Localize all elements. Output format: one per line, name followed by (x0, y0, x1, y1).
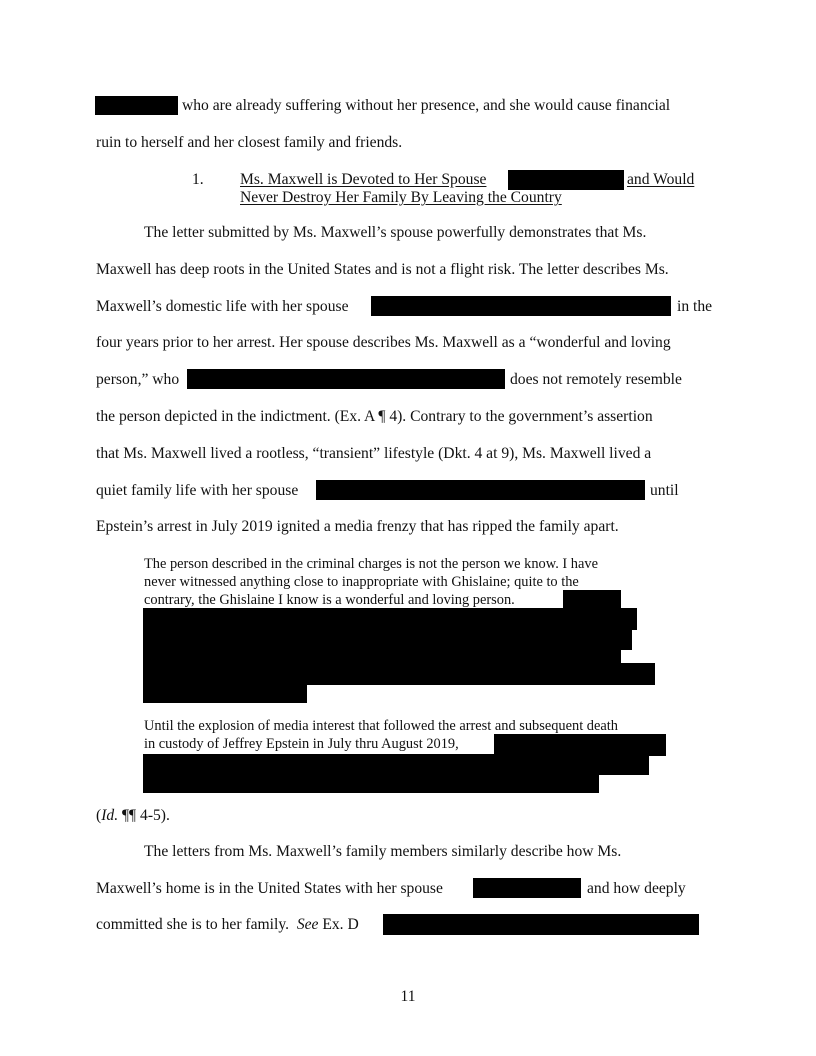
redaction-block (143, 754, 649, 775)
redaction-block (371, 296, 671, 316)
heading-line: and Would (627, 171, 695, 188)
body-line: The letters from Ms. Maxwell’s family members similarly describe how Ms. (144, 843, 622, 860)
redaction-block (473, 878, 581, 898)
heading-line: Never Destroy Her Family By Leaving the Country (240, 189, 562, 206)
quote-line: Until the explosion of media interest that followed the arrest and subsequent death (144, 718, 618, 734)
body-line: who are already suffering without her presence, and she would cause financial (182, 97, 671, 114)
body-line: that Ms. Maxwell lived a rootless, “transient” lifestyle (Dkt. 4 at 9), Ms. Maxwell lived a (96, 445, 652, 462)
quote-line: never witnessed anything close to inappropriate with Ghislaine; quite to the (144, 574, 579, 590)
body-line: person,” who (96, 371, 180, 388)
quote-line: in custody of Jeffrey Epstein in July thru August 2019, (144, 736, 459, 752)
redaction-block (563, 590, 621, 610)
quote-line: contrary, the Ghislaine I know is a wonderful and loving person. (144, 592, 515, 608)
redaction-block (143, 683, 307, 703)
citation-italic: Id. (101, 807, 119, 824)
heading-number: 1. (192, 171, 204, 188)
body-line: Maxwell’s domestic life with her spouse (96, 298, 349, 315)
redaction-block (494, 734, 666, 756)
citation-rest: ¶¶ 4-5). (118, 807, 170, 824)
body-line: the person depicted in the indictment. (Ex. A ¶ 4). Contrary to the government’s assertion (96, 408, 653, 425)
body-text: Ex. D (318, 916, 359, 933)
body-line: and how deeply (587, 880, 686, 897)
body-line: four years prior to her arrest. Her spouse describes Ms. Maxwell as a “wonderful and loving (96, 334, 671, 351)
redaction-block (95, 96, 178, 115)
quote-line: The person described in the criminal charges is not the person we know. I have (144, 556, 598, 572)
body-line: until (650, 482, 679, 499)
body-line: Epstein’s arrest in July 2019 ignited a media frenzy that has ripped the family apart. (96, 518, 619, 535)
citation (96, 806, 170, 826)
redaction-block (187, 369, 505, 389)
redaction-block (143, 773, 599, 793)
heading-line: Ms. Maxwell is Devoted to Her Spouse (240, 171, 487, 188)
redaction-block (143, 608, 637, 630)
signal-see: See (296, 916, 319, 933)
body-line: ruin to herself and her closest family and friends. (96, 134, 403, 151)
redaction-block (508, 170, 624, 190)
body-line: in the (677, 298, 713, 315)
body-line: quiet family life with her spouse (96, 482, 299, 499)
body-line: The letter submitted by Ms. Maxwell’s spouse powerfully demonstrates that Ms. (144, 224, 647, 241)
body-line: Maxwell has deep roots in the United States and is not a flight risk. The letter describes Ms. (96, 261, 669, 278)
redaction-block (143, 663, 655, 685)
redaction-block (383, 914, 699, 935)
redaction-block (316, 480, 645, 500)
body-line (96, 915, 359, 935)
page-number: 11 (400, 988, 416, 1005)
body-text: committed she is to her family. (96, 916, 290, 933)
citation-open: ( (96, 807, 102, 824)
body-line: Maxwell’s home is in the United States with her spouse (96, 880, 443, 897)
body-line: does not remotely resemble (510, 371, 682, 388)
